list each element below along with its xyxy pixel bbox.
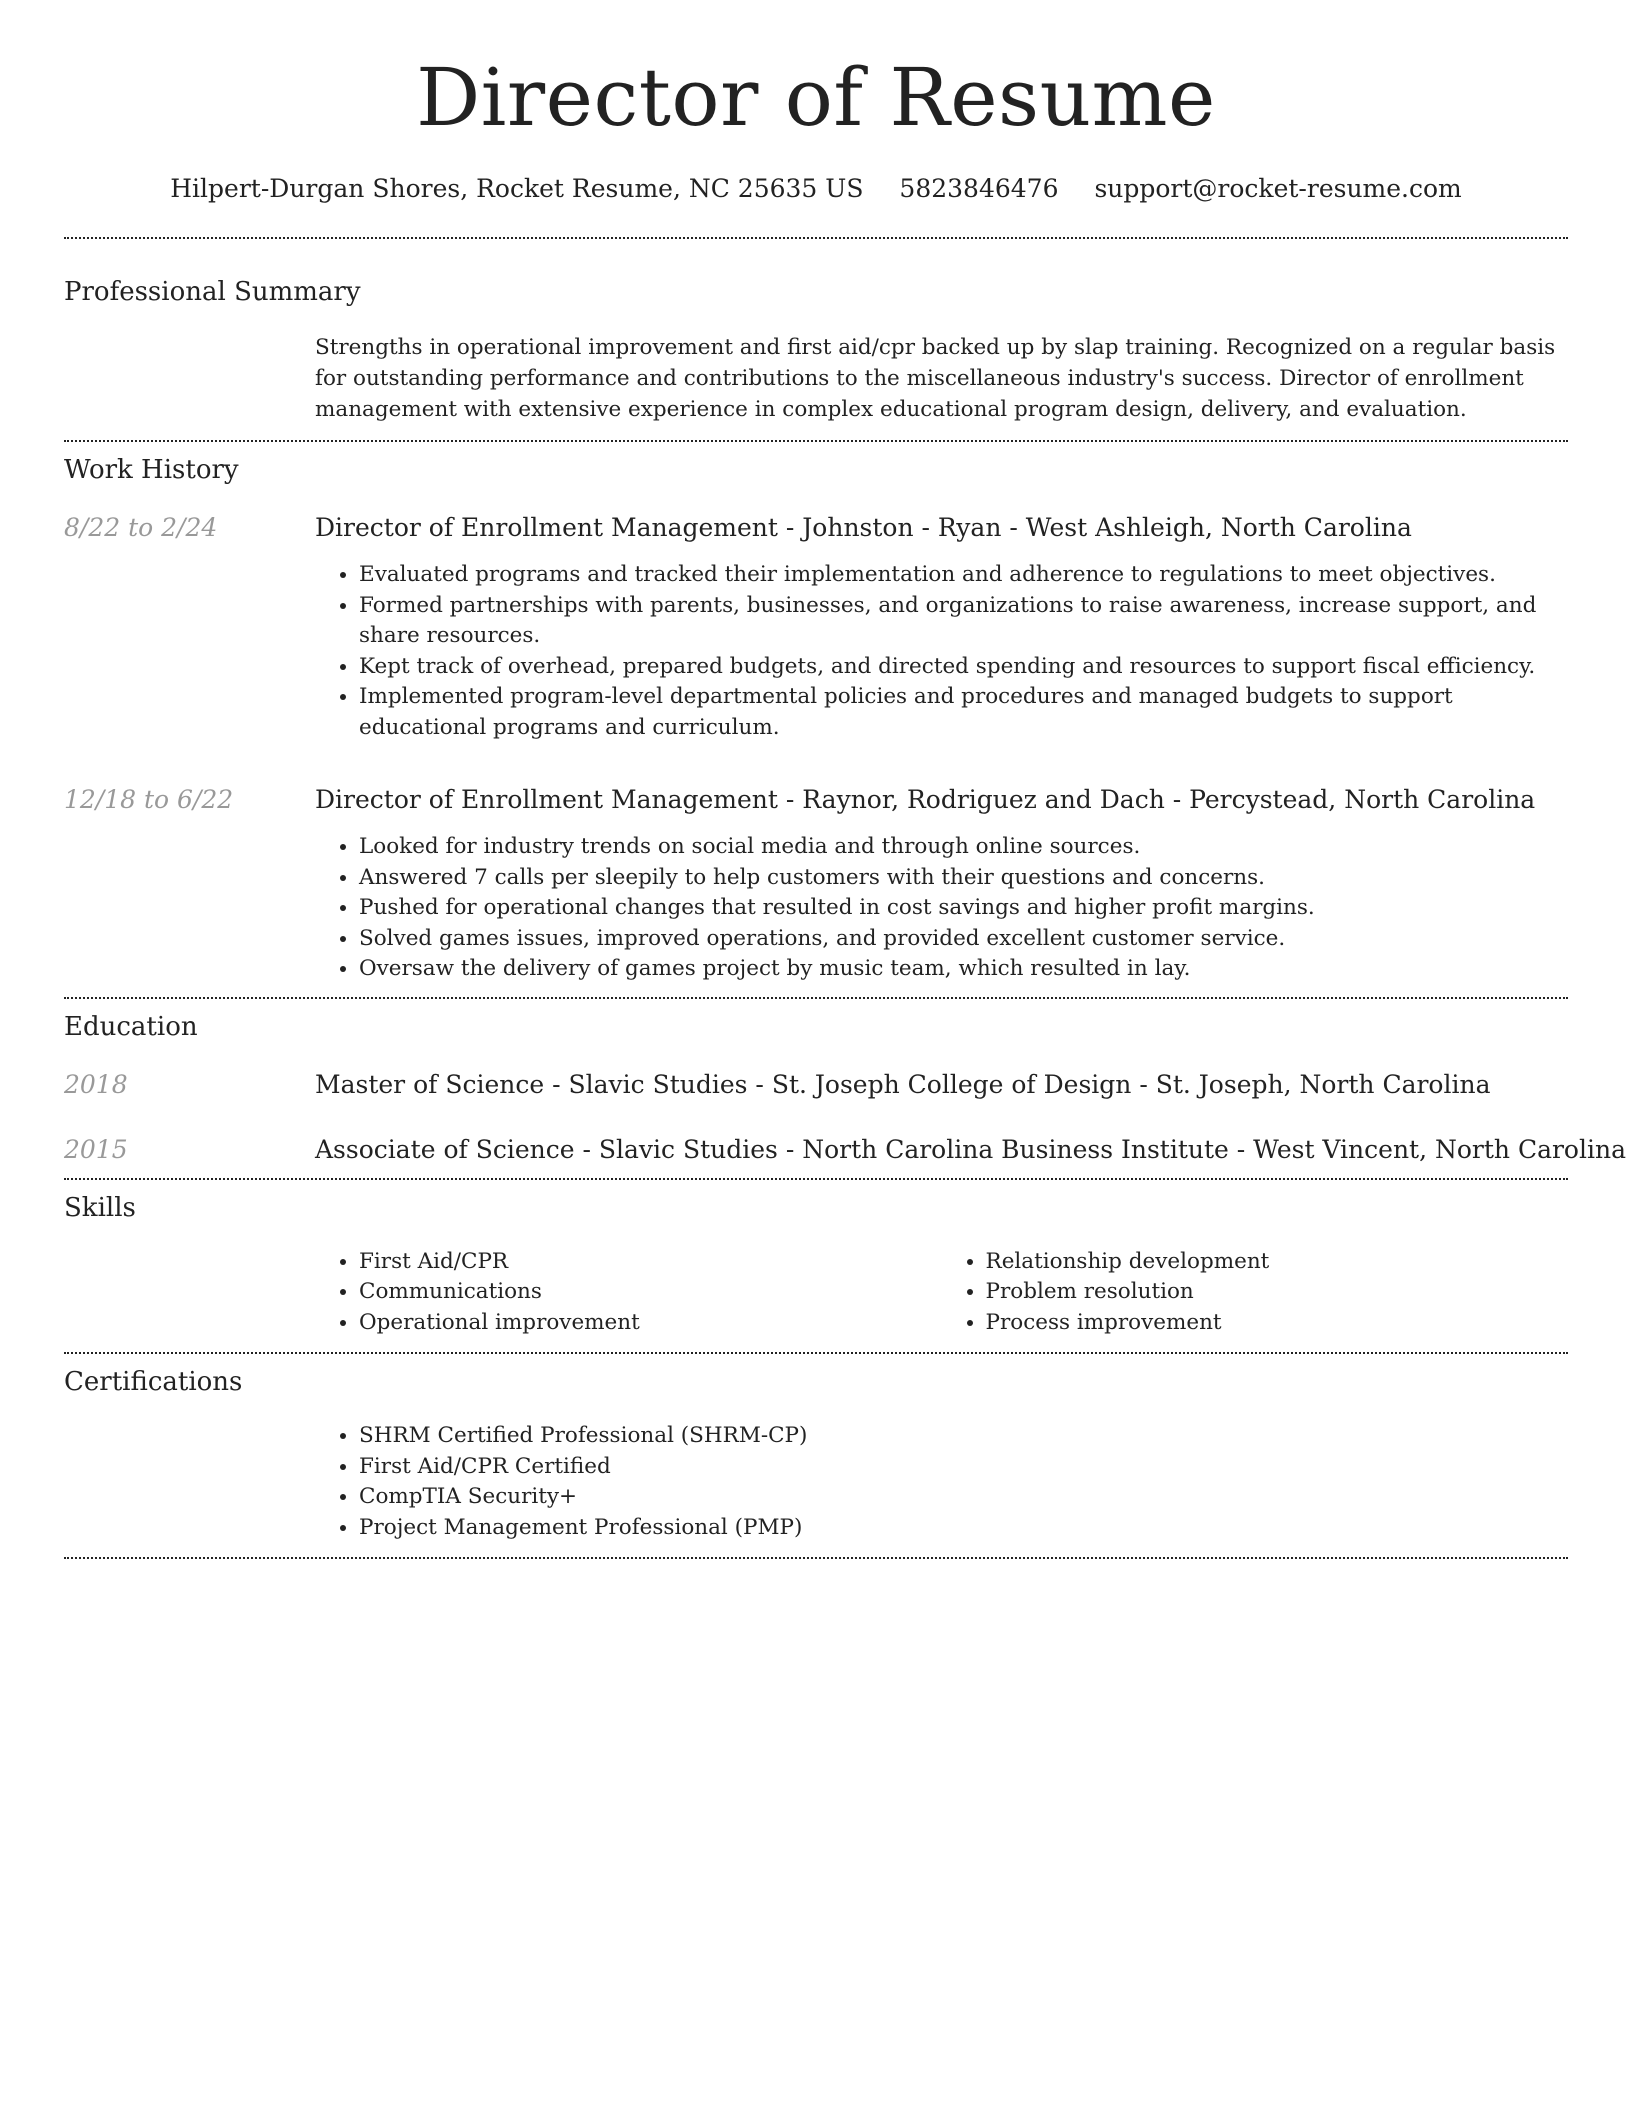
education-location: St. Joseph, North Carolina (1155, 1069, 1491, 1099)
contact-email: support@rocket-resume.com (1094, 174, 1462, 203)
summary-section (64, 239, 1568, 440)
section-title-summary: Professional Summary (64, 277, 361, 307)
job-body (315, 513, 1568, 743)
education-title: Associate of Science - Slavic Studies - North Carolina Business Institute - West Vincent, North Carolina (315, 1134, 1626, 1164)
list-item: • Kept track of overhead, prepared budgets, and directed spending and resources to support fiscal efficiency. (359, 652, 1568, 683)
education-location: West Vincent, North Carolina (1253, 1134, 1626, 1164)
list-item: • Relationship development (986, 1247, 1569, 1278)
list-item: • Answered 7 calls per sleepily to help customers with their questions and concerns. (359, 863, 1568, 894)
job-entry (64, 785, 1568, 985)
job-role: Director of Enrollment Management (315, 785, 778, 814)
list-item: • First Aid/CPR Certified (359, 1452, 1568, 1483)
contact-address: Hilpert-Durgan Shores, Rocket Resume, NC 25635 US (170, 174, 864, 203)
summary-spacer (64, 332, 315, 425)
divider (64, 1557, 1568, 1559)
certifications-spacer (64, 1421, 315, 1543)
education-entry (64, 1070, 1568, 1099)
section-title-education: Education (64, 1011, 198, 1042)
job-location: West Ashleigh, North Carolina (1025, 513, 1412, 542)
section-title-work: Work History (64, 455, 239, 485)
list-item: • Operational improvement (359, 1308, 942, 1339)
education-body (315, 1135, 1626, 1164)
education-section (64, 999, 1626, 1178)
education-school: North Carolina Business Institute (802, 1134, 1229, 1164)
list-item: • Evaluated programs and tracked their implementation and adherence to regulations to meet objectives. (359, 560, 1568, 591)
job-company: Raynor, Rodriguez and Dach (802, 785, 1165, 814)
summary-entry (64, 332, 1568, 425)
list-item: • Looked for industry trends on social media and through online sources. (359, 832, 1568, 863)
section-title-certifications: Certifications (64, 1367, 243, 1397)
list-item: • Problem resolution (986, 1277, 1569, 1308)
work-section (64, 442, 1568, 997)
list-item: • Communications (359, 1277, 942, 1308)
skills-list-right (942, 1247, 1569, 1339)
education-field: Slavic Studies (598, 1134, 778, 1164)
job-body (315, 785, 1568, 985)
job-role: Director of Enrollment Management (315, 513, 778, 542)
section-title-skills: Skills (64, 1192, 136, 1223)
contact-line (64, 174, 1568, 203)
education-field: Slavic Studies (568, 1069, 748, 1099)
certifications-entry (64, 1421, 1568, 1543)
education-year: 2015 (64, 1134, 128, 1164)
skills-entry (64, 1247, 1568, 1339)
skills-list-left (315, 1247, 942, 1339)
job-dates: 12/18 to 6/22 (64, 785, 234, 814)
certifications-list (315, 1421, 1568, 1543)
job-dates: 8/22 to 2/24 (64, 513, 218, 542)
skills-columns (315, 1247, 1568, 1339)
list-item: • Pushed for operational changes that resulted in cost savings and higher profit margins. (359, 893, 1568, 924)
resume-name: Director of Resume (416, 51, 1216, 144)
skills-spacer (64, 1247, 315, 1339)
job-title: Director of Enrollment Management - Johnston - Ryan - West Ashleigh, North Carolina (315, 513, 1412, 542)
summary-body (315, 332, 1568, 425)
education-entry (64, 1134, 1626, 1164)
education-school: St. Joseph College of Design (771, 1069, 1132, 1099)
certifications-section (64, 1354, 1568, 1557)
summary-text: Strengths in operational improvement and first aid/cpr backed up by slap training. Recognized on a regular basis for outstanding performance and contributions to the miscellaneous industry's success. Director of enrollment management with extensive experience in complex educational program design, delivery, and evaluation. (315, 335, 1556, 422)
education-year: 2018 (64, 1069, 128, 1099)
list-item: • Formed partnerships with parents, businesses, and organizations to raise awareness, increase support, and share resources. (359, 591, 1568, 652)
list-item: • Implemented program-level departmental policies and procedures and managed budgets to support educational programs and curriculum. (359, 682, 1568, 743)
list-item: • First Aid/CPR (359, 1247, 942, 1278)
certifications-body (315, 1421, 1568, 1543)
education-body (315, 1070, 1568, 1099)
job-bullets (315, 560, 1568, 743)
job-title: Director of Enrollment Management - Raynor, Rodriguez and Dach - Percystead, North Carolina (315, 785, 1536, 814)
education-title: Master of Science - Slavic Studies - St. Joseph College of Design - St. Joseph, North Carolina (315, 1069, 1491, 1099)
list-item: • CompTIA Security+ (359, 1482, 1568, 1513)
list-item: • Oversaw the delivery of games project by music team, which resulted in lay. (359, 954, 1568, 985)
job-bullets (315, 832, 1568, 985)
education-degree: Master of Science (315, 1069, 545, 1099)
list-item: • Project Management Professional (PMP) (359, 1513, 1568, 1544)
list-item: • Process improvement (986, 1308, 1569, 1339)
job-company: Johnston - Ryan (802, 513, 1002, 542)
education-degree: Associate of Science (315, 1134, 575, 1164)
list-item: • SHRM Certified Professional (SHRM-CP) (359, 1421, 1568, 1452)
job-entry (64, 513, 1568, 743)
list-item: • Solved games issues, improved operations, and provided excellent customer service. (359, 924, 1568, 955)
contact-phone: 5823846476 (899, 174, 1059, 203)
job-location: Percystead, North Carolina (1189, 785, 1536, 814)
skills-section (64, 1180, 1568, 1353)
